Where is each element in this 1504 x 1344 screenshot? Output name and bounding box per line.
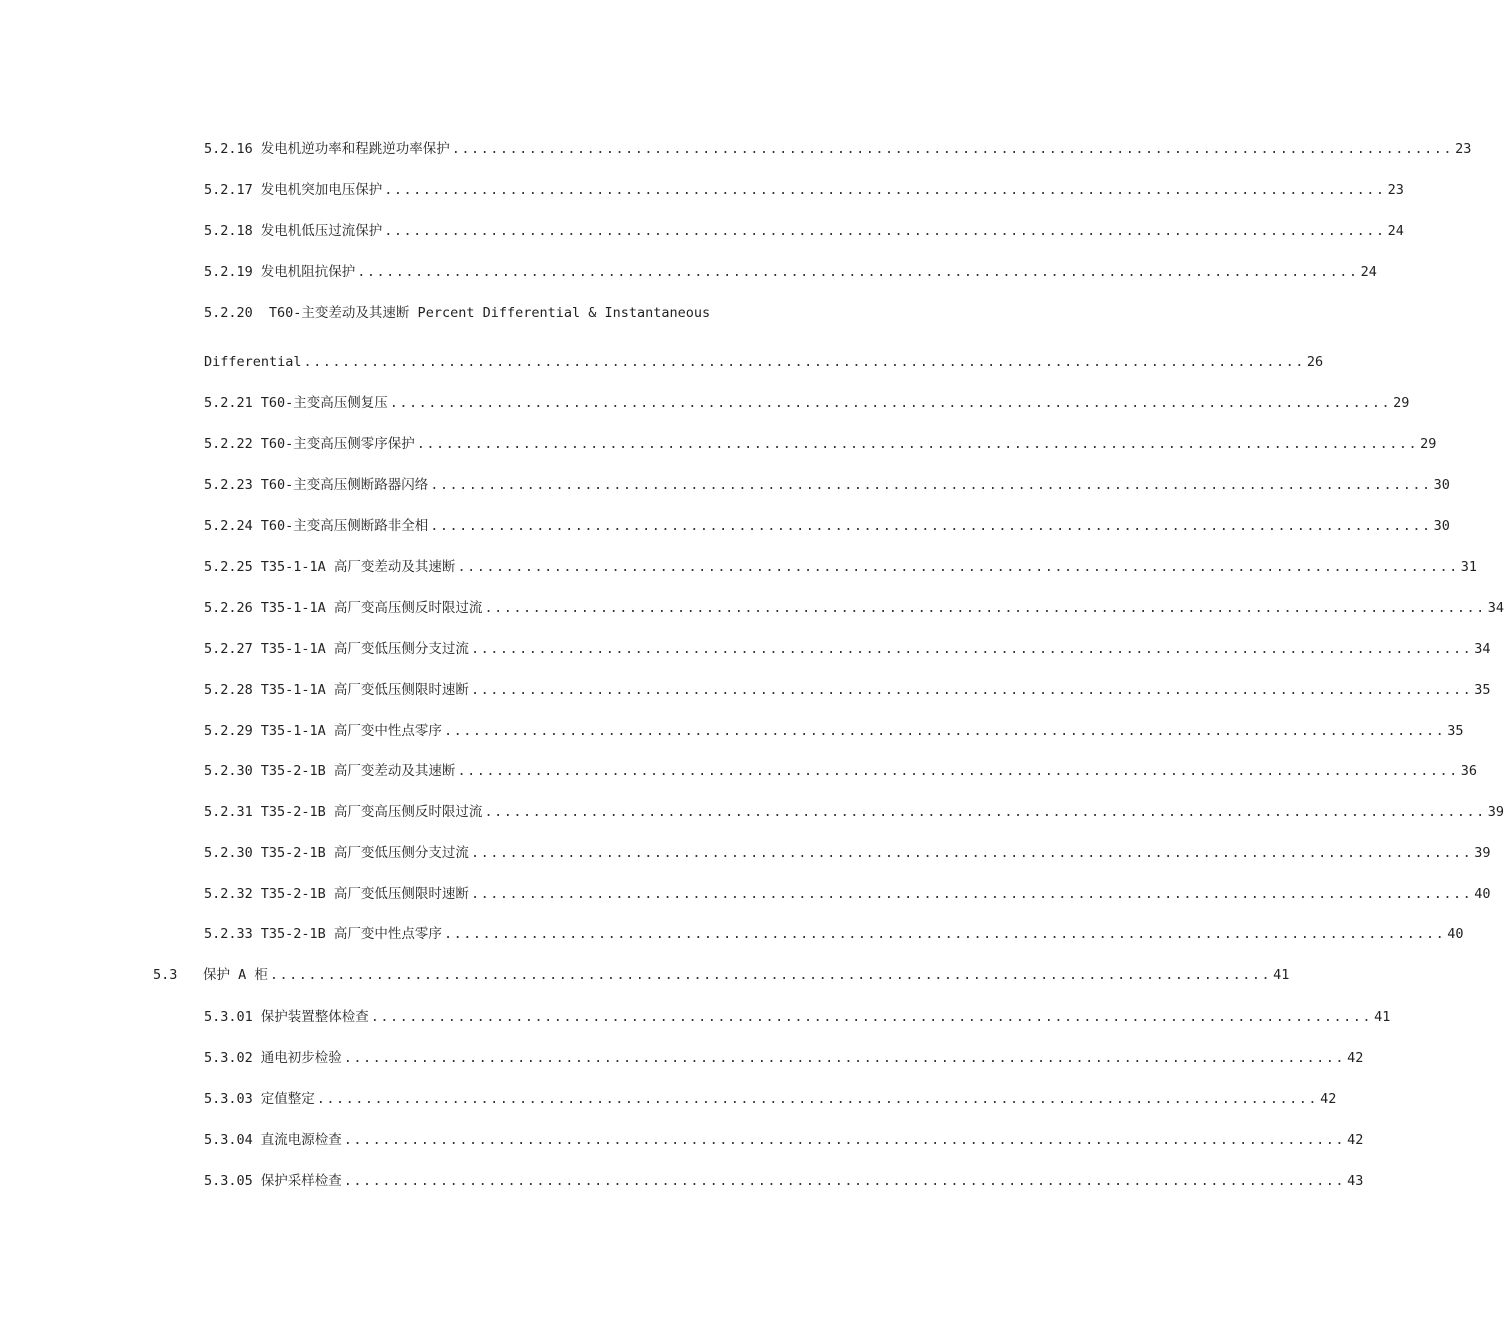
toc-entry[interactable] xyxy=(204,923,1464,945)
toc-entry[interactable] xyxy=(204,261,1377,283)
toc-section-number: 5.3 xyxy=(153,967,178,983)
toc-entry-title: 保护采样检查 xyxy=(260,1173,342,1189)
toc-leader-dots: ........................................................................................................ xyxy=(470,845,1473,861)
toc-entry-title: T35-2-1B 高厂变中性点零序 xyxy=(260,926,442,942)
toc-entry-title: T35-1-1A 高厂变低压侧分支过流 xyxy=(260,641,469,657)
toc-leader-dots: ........................................................................................................ xyxy=(384,223,1386,239)
toc-entry-page: 31 xyxy=(1460,559,1477,575)
toc-entry-page: 23 xyxy=(1455,141,1472,157)
toc-entry[interactable] xyxy=(204,1170,1364,1192)
toc-entry[interactable] xyxy=(204,842,1491,864)
toc-entry-page: 29 xyxy=(1420,436,1437,452)
toc-entry-page: 24 xyxy=(1387,223,1404,239)
toc-leader-dots: ........................................................................................................ xyxy=(451,141,1454,157)
toc-entry-number: 5.2.32 xyxy=(204,886,253,902)
toc-entry-page: 34 xyxy=(1487,600,1504,616)
toc-entry-page: 26 xyxy=(1306,354,1324,370)
toc-leader-dots: ........................................................................................................ xyxy=(430,518,1432,534)
toc-leader-dots: ........................................................................................................ xyxy=(269,967,1272,983)
toc-leader-dots: ........................................................................................................ xyxy=(389,395,1392,411)
toc-entry-number: 5.2.26 xyxy=(204,600,253,616)
toc-leader-dots: ........................................................................................................ xyxy=(457,763,1459,779)
toc-entry-title: 发电机逆功率和程跳逆功率保护 xyxy=(260,141,450,157)
toc-entry-number: 5.2.28 xyxy=(204,682,253,698)
toc-leader-dots: ........................................................................................................ xyxy=(470,682,1473,698)
toc-leader-dots: ........................................................................................................ xyxy=(443,926,1446,942)
toc-entry-number: 5.3.05 xyxy=(204,1173,253,1189)
toc-entry-number: 5.2.30 xyxy=(204,845,253,861)
toc-leader-dots: ........................................................................................................ xyxy=(457,559,1459,575)
toc-entry-title: 发电机阻抗保护 xyxy=(260,264,356,280)
toc-leader-dots: ........................................................................................................ xyxy=(470,641,1473,657)
toc-entry[interactable] xyxy=(204,720,1464,742)
toc-entry-page: 29 xyxy=(1393,395,1410,411)
toc-entry-title: T35-1-1A 高厂变差动及其速断 xyxy=(260,559,456,575)
toc-leader-dots: ........................................................................................................ xyxy=(370,1009,1373,1025)
toc-entry[interactable] xyxy=(204,179,1404,201)
toc-entry-number: 5.2.25 xyxy=(204,559,253,575)
toc-section-title: 保护 A 柜 xyxy=(203,967,268,983)
toc-entry-title: T60-主变高压侧断路非全相 xyxy=(260,518,429,534)
toc-entry-page: 40 xyxy=(1447,926,1464,942)
toc-entry[interactable] xyxy=(204,138,1472,160)
toc-entry[interactable] xyxy=(204,760,1477,782)
toc-entry-title: 保护装置整体检查 xyxy=(260,1009,369,1025)
toc-entry[interactable] xyxy=(204,597,1504,619)
toc-leader-dots: ........................................................................................................ xyxy=(416,436,1419,452)
toc-entry[interactable] xyxy=(204,1129,1364,1151)
toc-entry-number: 5.2.29 xyxy=(204,723,253,739)
toc-entry-page: 43 xyxy=(1347,1173,1364,1189)
toc-entry-title: 定值整定 xyxy=(260,1091,315,1107)
toc-entry[interactable] xyxy=(204,220,1404,242)
toc-entry-page: 36 xyxy=(1460,763,1477,779)
toc-entry-number: 5.2.16 xyxy=(204,141,253,157)
toc-leader-dots: ........................................................................................................ xyxy=(343,1173,1346,1189)
toc-leader-dots: ........................................................................................................ xyxy=(303,354,1305,370)
toc-entry[interactable] xyxy=(204,1047,1364,1069)
toc-leader-dots: ........................................................................................................ xyxy=(384,182,1386,198)
toc-entry-number: 5.2.30 xyxy=(204,763,253,779)
toc-entry-page: 24 xyxy=(1360,264,1377,280)
toc-entry-title: 直流电源检查 xyxy=(260,1132,342,1148)
toc-entry-number: 5.2.18 xyxy=(204,223,253,239)
toc-entry-page: 42 xyxy=(1347,1050,1364,1066)
toc-entry-title: T35-2-1B 高厂变高压侧反时限过流 xyxy=(260,804,483,820)
toc-entry-page: 39 xyxy=(1474,845,1491,861)
toc-entry-page: 39 xyxy=(1487,804,1504,820)
toc-entry-number: 5.2.20 xyxy=(204,305,253,321)
toc-entry-title: T35-1-1A 高厂变中性点零序 xyxy=(260,723,442,739)
toc-section-page: 41 xyxy=(1273,967,1290,983)
toc-entry[interactable] xyxy=(204,638,1491,660)
toc-entry[interactable] xyxy=(204,556,1477,578)
toc-entry[interactable] xyxy=(204,515,1450,537)
toc-entry-number: 5.2.21 xyxy=(204,395,253,411)
toc-entry[interactable] xyxy=(204,433,1437,455)
toc-entry-title: T35-1-1A 高厂变高压侧反时限过流 xyxy=(260,600,483,616)
toc-entry[interactable] xyxy=(204,883,1491,905)
toc-leader-dots: ........................................................................................................ xyxy=(357,264,1359,280)
toc-entry-page: 23 xyxy=(1387,182,1404,198)
toc-entry-title: 通电初步检验 xyxy=(260,1050,342,1066)
toc-entry-title-continued: Differential xyxy=(204,354,302,370)
toc-entry-number: 5.2.31 xyxy=(204,804,253,820)
toc-entry-number: 5.2.19 xyxy=(204,264,253,280)
toc-entry[interactable] xyxy=(204,1006,1391,1028)
toc-entry-title: T35-2-1B 高厂变差动及其速断 xyxy=(260,763,456,779)
toc-leader-dots: ........................................................................................................ xyxy=(316,1091,1319,1107)
toc-entry-number: 5.3.02 xyxy=(204,1050,253,1066)
toc-entry-page: 35 xyxy=(1447,723,1464,739)
toc-entry-number: 5.3.04 xyxy=(204,1132,253,1148)
toc-entry[interactable] xyxy=(204,679,1491,701)
toc-entry-title: T35-2-1B 高厂变低压侧分支过流 xyxy=(260,845,469,861)
toc-entry-wrapped[interactable] xyxy=(204,302,710,324)
toc-entry[interactable] xyxy=(204,1088,1337,1110)
toc-leader-dots: ........................................................................................................ xyxy=(484,804,1486,820)
toc-entry-number: 5.2.22 xyxy=(204,436,253,452)
toc-entry-title: T35-1-1A 高厂变低压侧限时速断 xyxy=(260,682,469,698)
toc-entry-title: T60-主变高压侧复压 xyxy=(260,395,388,411)
toc-leader-dots: ........................................................................................................ xyxy=(430,477,1432,493)
toc-entry-page: 40 xyxy=(1474,886,1491,902)
toc-entry[interactable] xyxy=(204,474,1450,496)
toc-entry-number: 5.2.17 xyxy=(204,182,253,198)
toc-entry-title: T60-主变高压侧断路器闪络 xyxy=(260,477,429,493)
toc-leader-dots: ........................................................................................................ xyxy=(343,1050,1346,1066)
toc-entry-page: 42 xyxy=(1320,1091,1337,1107)
toc-section[interactable] xyxy=(153,964,1290,986)
toc-entry-continuation[interactable] xyxy=(204,351,1324,373)
toc-entry-page: 30 xyxy=(1433,477,1450,493)
toc-entry-page: 42 xyxy=(1347,1132,1364,1148)
toc-entry[interactable] xyxy=(204,801,1504,823)
toc-entry-number: 5.3.03 xyxy=(204,1091,253,1107)
toc-entry-title: T35-2-1B 高厂变低压侧限时速断 xyxy=(260,886,469,902)
toc-entry-page: 30 xyxy=(1433,518,1450,534)
toc-leader-dots: ........................................................................................................ xyxy=(343,1132,1346,1148)
toc-leader-dots: ........................................................................................................ xyxy=(443,723,1446,739)
toc-entry-number: 5.2.33 xyxy=(204,926,253,942)
toc-entry-number: 5.2.24 xyxy=(204,518,253,534)
toc-entry-number: 5.2.27 xyxy=(204,641,253,657)
toc-entry-page: 41 xyxy=(1374,1009,1391,1025)
toc-entry-title: T60-主变差动及其速断 Percent Differential & Instantaneous xyxy=(268,305,711,321)
toc-entry-page: 35 xyxy=(1474,682,1491,698)
toc-entry-title: T60-主变高压侧零序保护 xyxy=(260,436,415,452)
toc-entry-number: 5.3.01 xyxy=(204,1009,253,1025)
toc-entry[interactable] xyxy=(204,392,1410,414)
toc-entry-number: 5.2.23 xyxy=(204,477,253,493)
toc-leader-dots: ........................................................................................................ xyxy=(470,886,1473,902)
toc-leader-dots: ........................................................................................................ xyxy=(484,600,1486,616)
toc-entry-title: 发电机突加电压保护 xyxy=(260,182,383,198)
toc-entry-title: 发电机低压过流保护 xyxy=(260,223,383,239)
toc-entry-page: 34 xyxy=(1474,641,1491,657)
